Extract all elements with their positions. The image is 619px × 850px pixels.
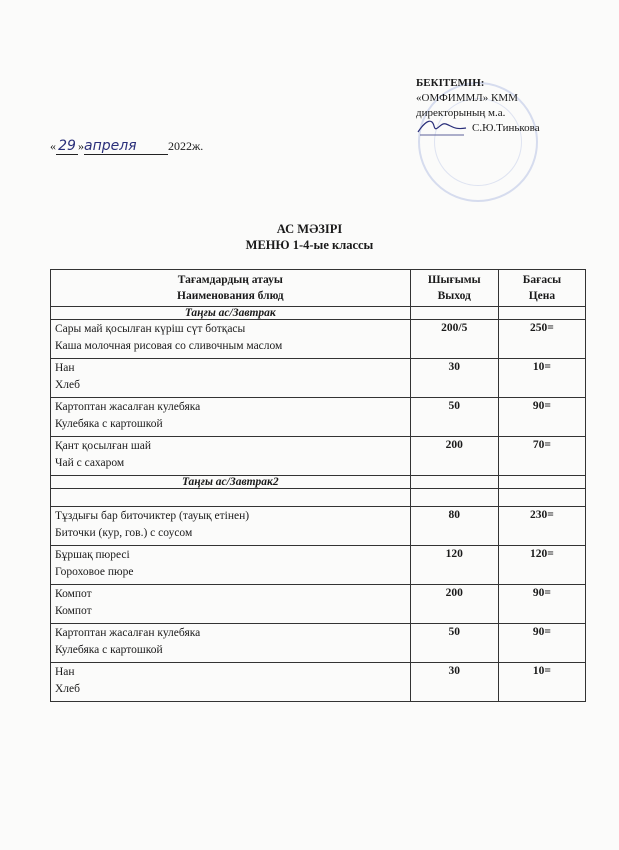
dish-name-ru: Каша молочная рисовая со сливочным маслом: [55, 340, 283, 352]
dish-output: 200: [410, 437, 498, 476]
date-open-quote: «: [50, 139, 56, 153]
dish-price: 90=: [498, 624, 585, 663]
dish-name-kz: Тұздығы бар биточиктер (тауық етінен): [55, 510, 250, 522]
dish-name-ru: Хлеб: [55, 379, 80, 391]
title-kz: АС МӘЗІРІ: [276, 222, 343, 236]
dish-name: [51, 359, 411, 398]
dish-name: [51, 398, 411, 437]
menu-table: [50, 269, 586, 702]
table-row: [51, 624, 586, 663]
dish-name-kz: Қант қосылған шай: [55, 440, 151, 452]
dish-price: 10=: [498, 663, 585, 702]
dish-output: 80: [410, 507, 498, 546]
dish-price: 230=: [498, 507, 585, 546]
dish-price: 10=: [498, 359, 585, 398]
dish-name-ru: Чай с сахаром: [55, 457, 125, 469]
header-output-ru: Выход: [437, 290, 471, 302]
header-output-kz: Шығымы: [427, 274, 481, 286]
dish-output: 50: [410, 398, 498, 437]
header-price-kz: Бағасы: [522, 274, 562, 286]
dish-price: 90=: [498, 585, 585, 624]
approval-block: [416, 76, 540, 136]
date-year: 2022ж.: [168, 139, 204, 153]
dish-output: 200/5: [410, 320, 498, 359]
dish-name-kz: Компот: [55, 588, 92, 600]
header-output: [410, 270, 498, 307]
date-month: апреля: [84, 138, 168, 155]
dish-name: [51, 663, 411, 702]
dish-name-kz: Нан: [55, 362, 75, 374]
dish-name-ru: Биточки (кур, гов.) с соусом: [55, 527, 193, 539]
dish-price: 70=: [498, 437, 585, 476]
table-header: [51, 270, 586, 307]
signature-icon: [416, 116, 468, 138]
title-ru: МЕНЮ 1-4-ые классы: [245, 238, 374, 252]
table-row: [51, 359, 586, 398]
table-row: [51, 398, 586, 437]
approval-role: директорының м.а.: [416, 107, 506, 119]
dish-price: 90=: [498, 398, 585, 437]
section-row: [51, 307, 586, 320]
date-close-quote: »: [78, 139, 84, 153]
dish-name-kz: Нан: [55, 666, 75, 678]
dish-name-ru: Кулебяка с картошкой: [55, 418, 163, 430]
empty-row: [51, 489, 586, 507]
dish-name-kz: Картоптан жасалған кулебяка: [55, 627, 201, 639]
table-row: [51, 507, 586, 546]
header-price-ru: Цена: [528, 290, 556, 302]
dish-price: 120=: [498, 546, 585, 585]
page-title: [0, 221, 619, 253]
dish-name-kz: Сары май қосылған күріш сүт ботқасы: [55, 323, 246, 335]
dish-name: [51, 320, 411, 359]
dish-output: 50: [410, 624, 498, 663]
document-date: [50, 138, 203, 155]
dish-name: [51, 624, 411, 663]
approval-org: «ОМФИММЛ» КММ: [416, 92, 518, 104]
dish-name-ru: Гороховое пюре: [55, 566, 134, 578]
section-title: Таңғы ас/Завтрак: [51, 307, 411, 320]
dish-name-ru: Хлеб: [55, 683, 80, 695]
dish-name-kz: Бұршақ пюресі: [55, 549, 130, 561]
dish-output: 30: [410, 663, 498, 702]
dish-name-ru: Компот: [55, 605, 92, 617]
header-dish-ru: Наименования блюд: [177, 290, 284, 302]
table-row: [51, 585, 586, 624]
dish-output: 30: [410, 359, 498, 398]
dish-name: [51, 507, 411, 546]
table-row: [51, 437, 586, 476]
dish-output: 120: [410, 546, 498, 585]
header-price: [498, 270, 585, 307]
header-dish: [51, 270, 411, 307]
dish-name: [51, 546, 411, 585]
dish-price: 250=: [498, 320, 585, 359]
dish-name: [51, 437, 411, 476]
table-row: [51, 320, 586, 359]
table-row: [51, 663, 586, 702]
signature-line: [416, 121, 540, 136]
section-row: [51, 476, 586, 489]
dish-name-kz: Картоптан жасалған кулебяка: [55, 401, 201, 413]
dish-name-ru: Кулебяка с картошкой: [55, 644, 163, 656]
dish-name: [51, 585, 411, 624]
table-row: [51, 546, 586, 585]
date-day: 29: [56, 138, 78, 155]
header-dish-kz: Тағамдардың атауы: [177, 274, 283, 286]
dish-output: 200: [410, 585, 498, 624]
approval-name: С.Ю.Тинькова: [472, 122, 540, 134]
section-title: Таңғы ас/Завтрак2: [51, 476, 411, 489]
approval-heading: БЕКІТЕМІН:: [416, 77, 485, 89]
